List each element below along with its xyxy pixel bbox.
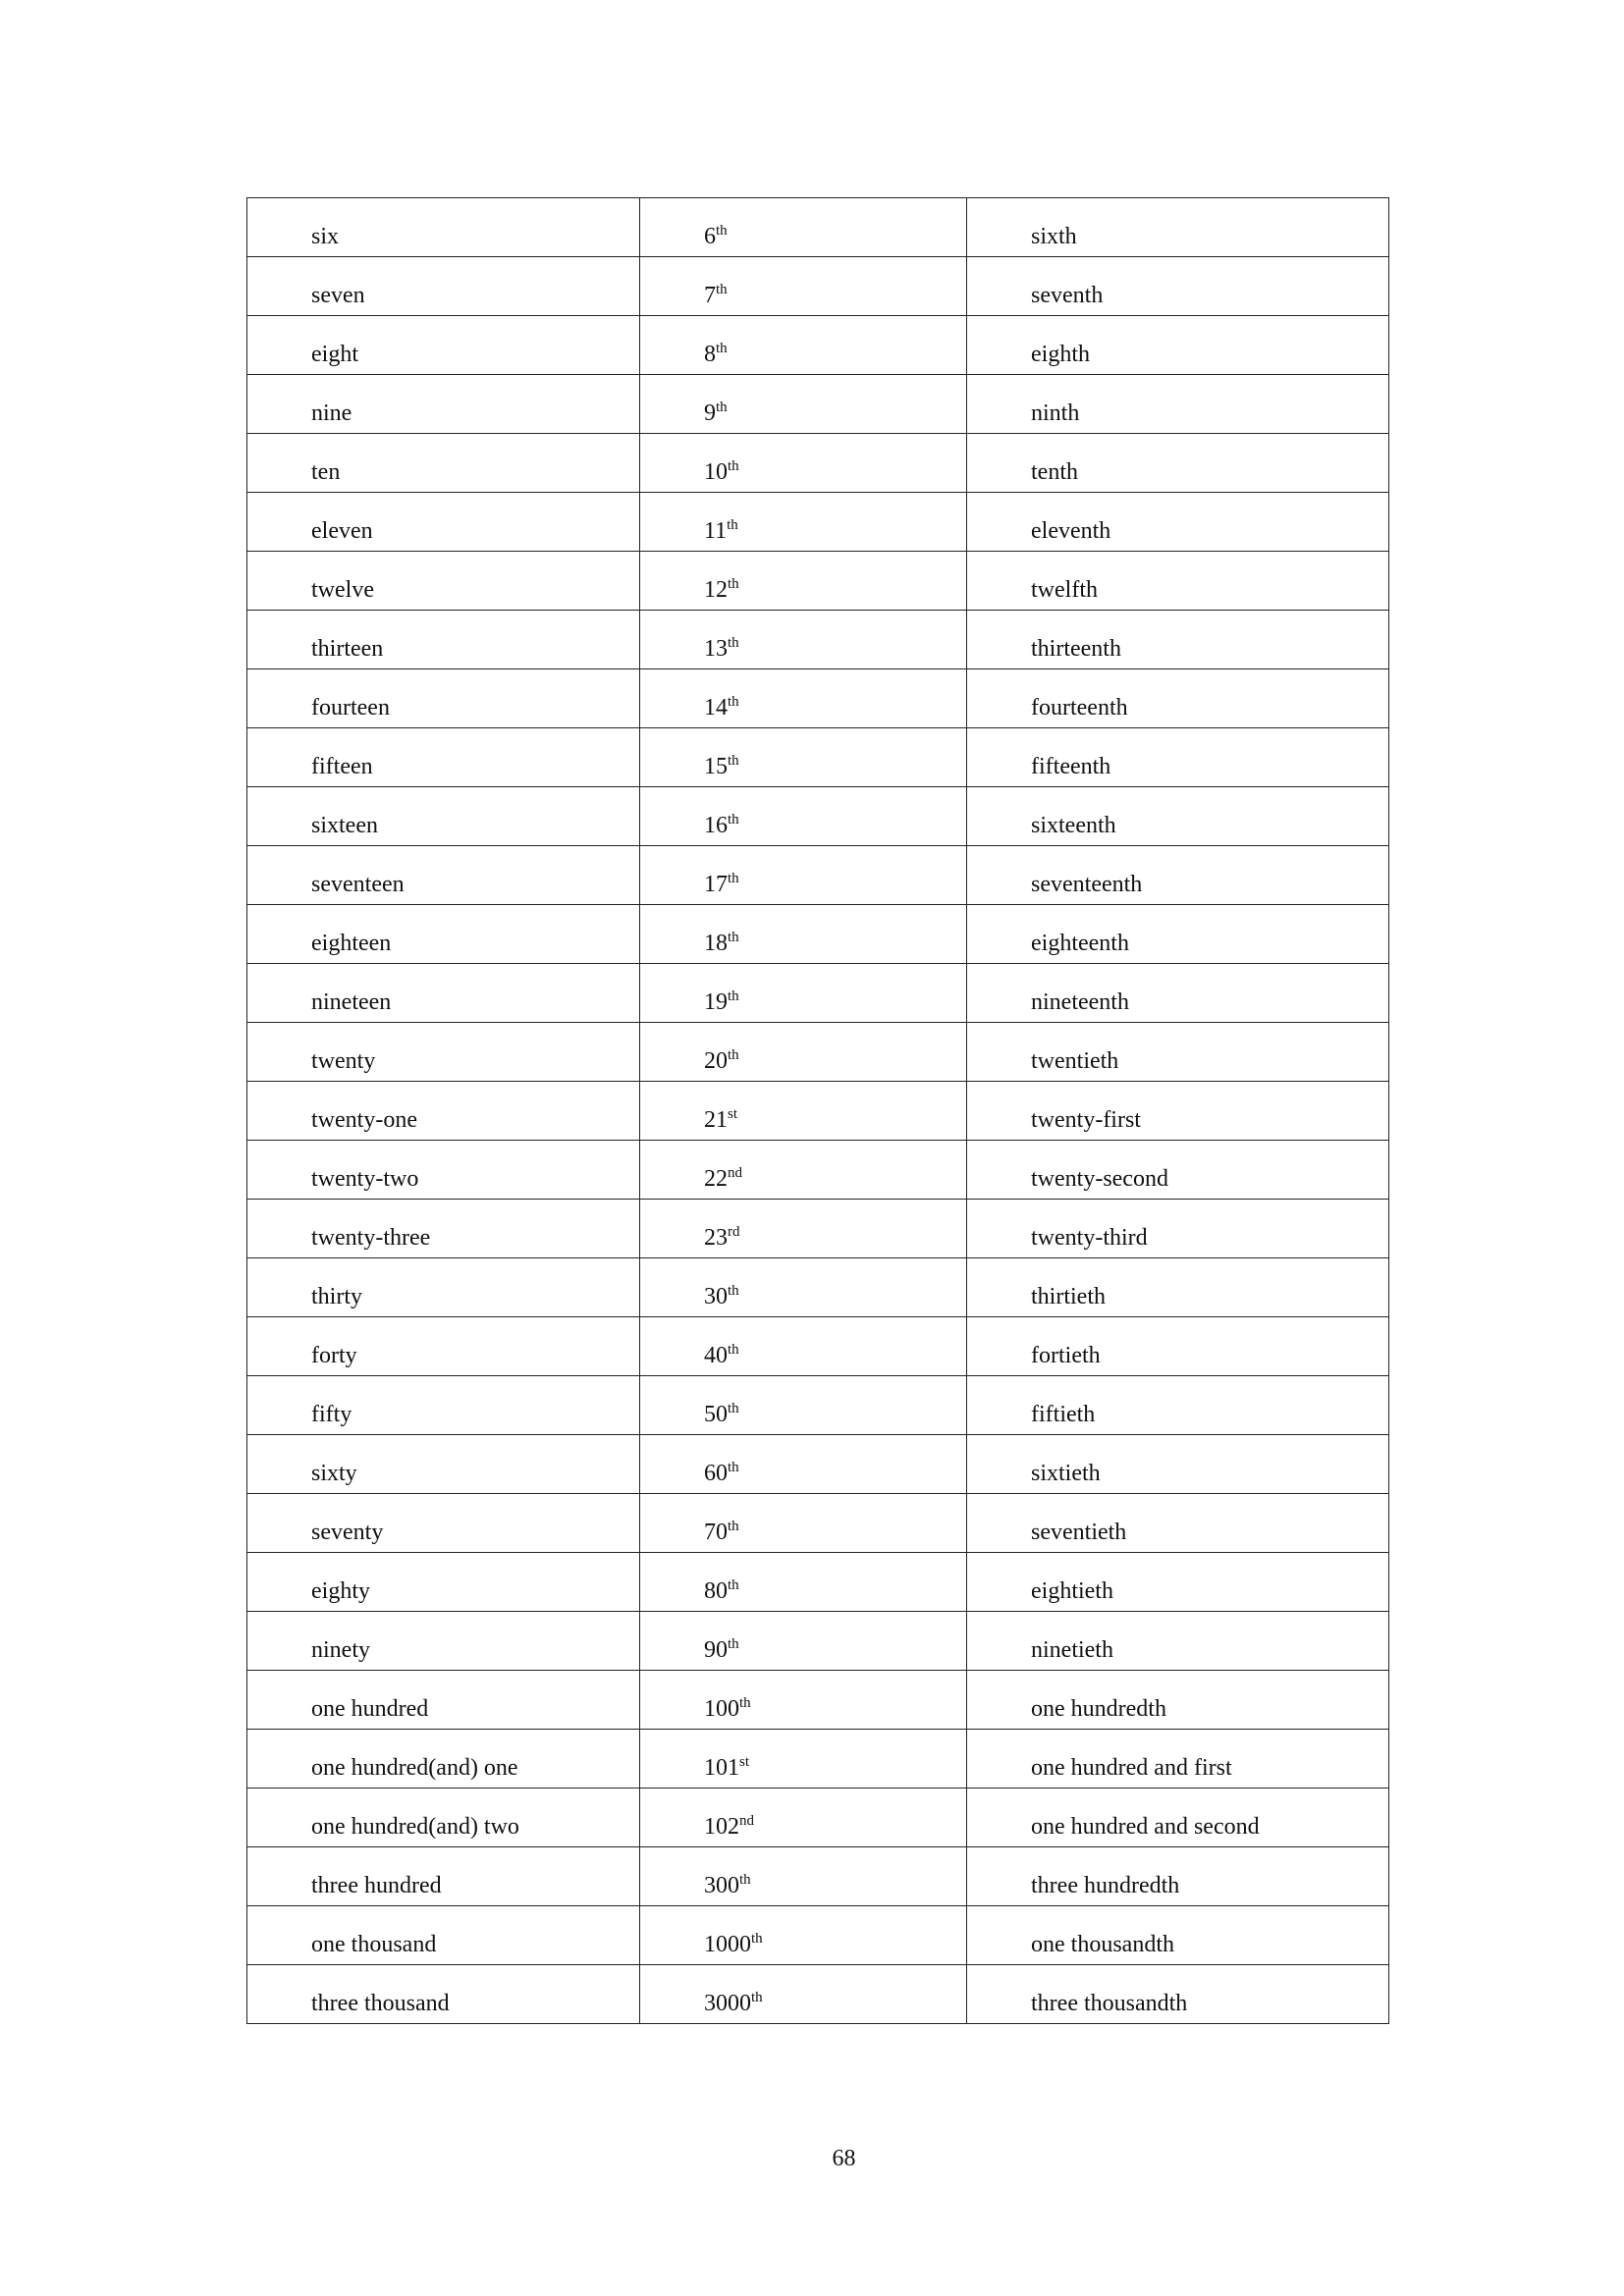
table-row [247,1730,1389,1789]
cardinal-cell: forty [247,1317,640,1376]
ordinal-suffix: th [728,1519,739,1534]
table-row [247,1553,1389,1612]
ordinal-suffix: th [728,1460,739,1475]
ordinal-cell: eightieth [967,1553,1389,1612]
ordinal-cell: three thousandth [967,1965,1389,2024]
ordinal-cell: sixteenth [967,787,1389,846]
numeral-cell [640,316,967,375]
cardinal-cell: ten [247,434,640,493]
cardinal-cell: seventeen [247,846,640,905]
cardinal-cell: one thousand [247,1906,640,1965]
ordinal-cell: eleventh [967,493,1389,552]
table-row [247,1376,1389,1435]
ordinal-suffix: th [728,576,739,592]
ordinal-cell: one hundred and first [967,1730,1389,1789]
ordinal-suffix: th [728,635,739,651]
table-row [247,198,1389,257]
numeral-value: 15 [704,754,728,779]
numeral-value: 23 [704,1225,728,1251]
numeral-cell [640,905,967,964]
table-row [247,1023,1389,1082]
table-row [247,316,1389,375]
ordinal-suffix: th [728,930,739,945]
cardinal-cell: three thousand [247,1965,640,2024]
ordinal-suffix: th [727,517,738,533]
table-row [247,728,1389,787]
ordinal-cell: thirteenth [967,611,1389,669]
numeral-cell [640,1258,967,1317]
numeral-value: 102 [704,1814,739,1840]
numeral-value: 19 [704,989,728,1015]
numeral-cell [640,198,967,257]
table-row [247,434,1389,493]
table-row [247,1494,1389,1553]
numeral-value: 14 [704,695,728,721]
numeral-cell [640,1730,967,1789]
table-row [247,964,1389,1023]
numeral-cell [640,787,967,846]
ordinal-suffix: th [716,400,728,415]
numeral-cell [640,1612,967,1671]
ordinal-suffix: rd [728,1224,740,1240]
ordinal-cell: twelfth [967,552,1389,611]
ordinal-suffix: nd [728,1165,742,1181]
table-row [247,669,1389,728]
ordinal-cell: seventieth [967,1494,1389,1553]
numeral-cell [640,846,967,905]
ordinal-cell: fiftieth [967,1376,1389,1435]
numeral-value: 80 [704,1578,728,1604]
table-row [247,846,1389,905]
cardinal-cell: fifteen [247,728,640,787]
numeral-cell [640,257,967,316]
ordinal-cell: twenty-second [967,1141,1389,1200]
cardinal-cell: twenty-one [247,1082,640,1141]
ordinal-cell: fortieth [967,1317,1389,1376]
table-row [247,257,1389,316]
numeral-cell [640,1141,967,1200]
cardinal-cell: sixty [247,1435,640,1494]
cardinal-cell: ninety [247,1612,640,1671]
numeral-value: 13 [704,636,728,662]
ordinal-suffix: th [728,1401,739,1416]
numeral-cell [640,1082,967,1141]
numeral-value: 17 [704,872,728,897]
cardinal-cell: eighty [247,1553,640,1612]
numeral-value: 12 [704,577,728,603]
table-row [247,1258,1389,1317]
ordinal-cell: fifteenth [967,728,1389,787]
ordinal-cell: sixth [967,198,1389,257]
numeral-value: 3000 [704,1991,751,2016]
cardinal-cell: seventy [247,1494,640,1553]
ordinal-cell: fourteenth [967,669,1389,728]
cardinal-cell: one hundred(and) two [247,1789,640,1847]
numeral-value: 6 [704,224,716,249]
table-row [247,1435,1389,1494]
numeral-value: 7 [704,283,716,308]
ordinal-suffix: th [728,988,739,1004]
numeral-cell [640,1553,967,1612]
numeral-value: 16 [704,813,728,838]
numeral-cell [640,434,967,493]
ordinal-numbers-table [246,197,1389,2024]
cardinal-cell: seven [247,257,640,316]
ordinal-suffix: th [728,1636,739,1652]
ordinal-cell: thirtieth [967,1258,1389,1317]
table-row [247,905,1389,964]
numeral-value: 9 [704,400,716,426]
table-row [247,1847,1389,1906]
cardinal-cell: one hundred(and) one [247,1730,640,1789]
ordinal-cell: nineteenth [967,964,1389,1023]
ordinal-cell: ninth [967,375,1389,434]
ordinal-cell: twentieth [967,1023,1389,1082]
cardinal-cell: three hundred [247,1847,640,1906]
numeral-cell [640,1376,967,1435]
ordinal-cell: seventeenth [967,846,1389,905]
ordinal-suffix: th [728,753,739,769]
ordinal-cell: tenth [967,434,1389,493]
ordinal-suffix: th [728,1342,739,1358]
numeral-cell [640,493,967,552]
ordinal-cell: twenty-first [967,1082,1389,1141]
cardinal-cell: nineteen [247,964,640,1023]
table-row [247,1082,1389,1141]
ordinal-suffix: th [728,458,739,474]
ordinal-suffix: st [739,1754,750,1770]
ordinal-cell: seventh [967,257,1389,316]
numeral-value: 10 [704,459,728,485]
ordinal-cell: one thousandth [967,1906,1389,1965]
numeral-value: 90 [704,1637,728,1663]
ordinal-suffix: th [728,1283,739,1299]
numeral-value: 20 [704,1048,728,1074]
numeral-cell [640,1671,967,1730]
numeral-cell [640,1789,967,1847]
numeral-cell [640,1023,967,1082]
numeral-cell [640,1965,967,2024]
numeral-cell [640,964,967,1023]
cardinal-cell: eight [247,316,640,375]
table-row [247,1141,1389,1200]
cardinal-cell: sixteen [247,787,640,846]
ordinal-suffix: th [728,871,739,886]
table-body [247,198,1389,2024]
numeral-value: 60 [704,1461,728,1486]
ordinal-cell: one hundredth [967,1671,1389,1730]
cardinal-cell: six [247,198,640,257]
numeral-cell [640,552,967,611]
ordinal-cell: one hundred and second [967,1789,1389,1847]
numeral-cell [640,1317,967,1376]
numeral-value: 21 [704,1107,728,1133]
ordinal-suffix: th [716,282,728,297]
numeral-value: 40 [704,1343,728,1368]
numeral-cell [640,1435,967,1494]
ordinal-cell: twenty-third [967,1200,1389,1258]
cardinal-cell: nine [247,375,640,434]
ordinal-suffix: th [751,1990,763,2005]
table-row [247,493,1389,552]
numeral-value: 101 [704,1755,739,1781]
table-row [247,1612,1389,1671]
numeral-cell [640,375,967,434]
cardinal-cell: thirty [247,1258,640,1317]
numeral-value: 22 [704,1166,728,1192]
table-row [247,787,1389,846]
cardinal-cell: fifty [247,1376,640,1435]
numeral-value: 30 [704,1284,728,1309]
ordinal-suffix: th [716,341,728,356]
numeral-cell [640,1847,967,1906]
ordinal-suffix: th [728,812,739,828]
cardinal-cell: twenty [247,1023,640,1082]
ordinal-cell: eighth [967,316,1389,375]
table-row [247,1200,1389,1258]
numeral-value: 50 [704,1402,728,1427]
ordinal-suffix: th [739,1695,751,1711]
numeral-value: 8 [704,342,716,367]
numeral-cell [640,669,967,728]
ordinal-cell: sixtieth [967,1435,1389,1494]
cardinal-cell: twenty-two [247,1141,640,1200]
numeral-value: 11 [704,518,728,544]
numeral-value: 100 [704,1696,739,1722]
table-row [247,611,1389,669]
ordinal-suffix: th [728,694,739,710]
ordinal-suffix: th [728,1577,739,1593]
numeral-cell [640,728,967,787]
cardinal-cell: one hundred [247,1671,640,1730]
cardinal-cell: thirteen [247,611,640,669]
ordinal-suffix: nd [739,1813,754,1829]
cardinal-cell: twenty-three [247,1200,640,1258]
ordinal-suffix: st [728,1106,738,1122]
numeral-value: 1000 [704,1932,751,1957]
ordinal-suffix: th [751,1931,763,1947]
numeral-cell [640,1494,967,1553]
ordinal-cell: three hundredth [967,1847,1389,1906]
table-row [247,375,1389,434]
table-row [247,1789,1389,1847]
cardinal-cell: fourteen [247,669,640,728]
cardinal-cell: eighteen [247,905,640,964]
table-row [247,1965,1389,2024]
numeral-value: 18 [704,931,728,956]
table-row [247,552,1389,611]
ordinal-cell: eighteenth [967,905,1389,964]
table-row [247,1671,1389,1730]
numeral-cell [640,1200,967,1258]
cardinal-cell: twelve [247,552,640,611]
ordinal-suffix: th [716,223,728,239]
table-row [247,1317,1389,1376]
table-row [247,1906,1389,1965]
ordinal-cell: ninetieth [967,1612,1389,1671]
numeral-cell [640,611,967,669]
ordinal-suffix: th [728,1047,739,1063]
page-number: 68 [832,2146,856,2171]
numeral-cell [640,1906,967,1965]
numeral-value: 300 [704,1873,739,1898]
ordinal-suffix: th [739,1872,751,1888]
cardinal-cell: eleven [247,493,640,552]
numeral-value: 70 [704,1520,728,1545]
